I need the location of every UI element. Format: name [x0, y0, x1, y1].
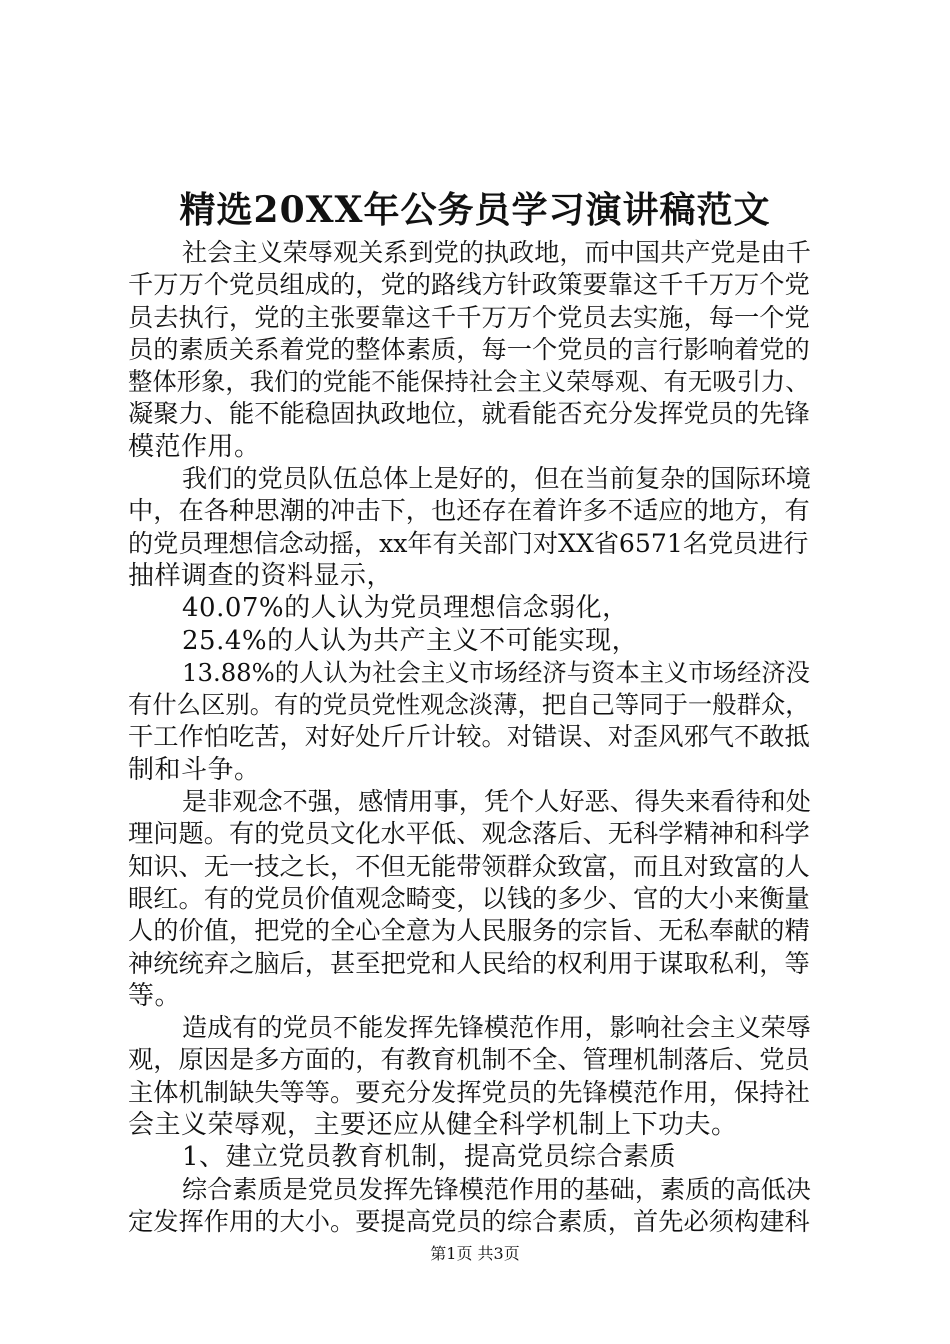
text-line: 会主义荣辱观，主要还应从健全科学机制上下功夫。	[128, 1110, 738, 1141]
text-line: 千万万个党员组成的，党的路线方针政策要靠这千千万万个党	[128, 270, 810, 300]
text-line: 眼红。有的党员价值观念畸变，以钱的多少、官的大小来衡量	[128, 883, 810, 913]
text-line: 抽样调查的资料显示，	[128, 560, 394, 591]
text-line: 观，原因是多方面的，有教育机制不全、管理机制落后、党员	[128, 1045, 810, 1075]
text-line: 理问题。有的党员文化水平低、观念落后、无科学精神和科学	[128, 819, 810, 849]
text-line: 的党员理想信念动摇，xx年有关部门对XX省6571名党员进行	[128, 528, 809, 558]
text-line: 凝聚力、能不能稳固执政地位，就看能否充分发挥党员的先锋	[128, 399, 810, 429]
text-line: 我们的党员队伍总体上是好的，但在当前复杂的国际环境	[182, 464, 811, 494]
text-line: 员的素质关系着党的整体素质，每一个党员的言行影响着党的	[128, 334, 810, 364]
text-line: 有什么区别。有的党员党性观念淡薄，把自己等同于一般群众，	[128, 690, 810, 720]
text-line: 13.88%的人认为社会主义市场经济与资本主义市场经济没	[182, 657, 810, 687]
text-line: 干工作怕吃苦，对好处斤斤计较。对错误、对歪风邪气不敢抵	[128, 722, 810, 752]
text-line: 整体形象，我们的党能不能保持社会主义荣辱观、有无吸引力、	[128, 367, 810, 397]
document-title: 精选20XX年公务员学习演讲稿范文	[179, 189, 771, 231]
page-footer: 第1页 共3页	[430, 1244, 520, 1263]
text-line: 主体机制缺失等等。要充分发挥党员的先锋模范作用，保持社	[128, 1077, 810, 1107]
text-line: 社会主义荣辱观关系到党的执政地，而中国共产党是由千	[182, 238, 811, 267]
document-body	[128, 237, 830, 1238]
text-line: 神统统弃之脑后，甚至把党和人民给的权利用于谋取私利，等	[128, 948, 810, 978]
text-line: 人的价值，把党的全心全意为人民服务的宗旨、无私奉献的精	[128, 916, 810, 946]
text-line: 知识、无一技之长，不但无能带领群众致富，而且对致富的人	[128, 851, 810, 881]
text-line: 中，在各种思潮的冲击下，也还存在着许多不适应的地方，有	[128, 496, 810, 526]
text-line: 造成有的党员不能发挥先锋模范作用，影响社会主义荣辱	[182, 1013, 811, 1043]
text-line: 员去执行，党的主张要靠这千千万万个党员去实施，每一个党	[128, 302, 810, 332]
text-line: 定发挥作用的大小。要提高党员的综合素质，首先必须构建科	[128, 1206, 810, 1236]
text-line: 制和斗争。	[128, 754, 261, 785]
text-line: 是非观念不强，感情用事，凭个人好恶、得失来看待和处	[182, 787, 811, 817]
text-line: 模范作用。	[128, 431, 261, 462]
text-line: 综合素质是党员发挥先锋模范作用的基础，素质的高低决	[182, 1174, 811, 1204]
text-line: 40.07%的人认为党员理想信念弱化，	[182, 593, 629, 624]
text-line: 1、建立党员教育机制，提高党员综合素质	[182, 1142, 677, 1173]
text-line: 等。	[128, 980, 182, 1011]
text-line: 25.4%的人认为共产主义不可能实现，	[182, 625, 639, 656]
